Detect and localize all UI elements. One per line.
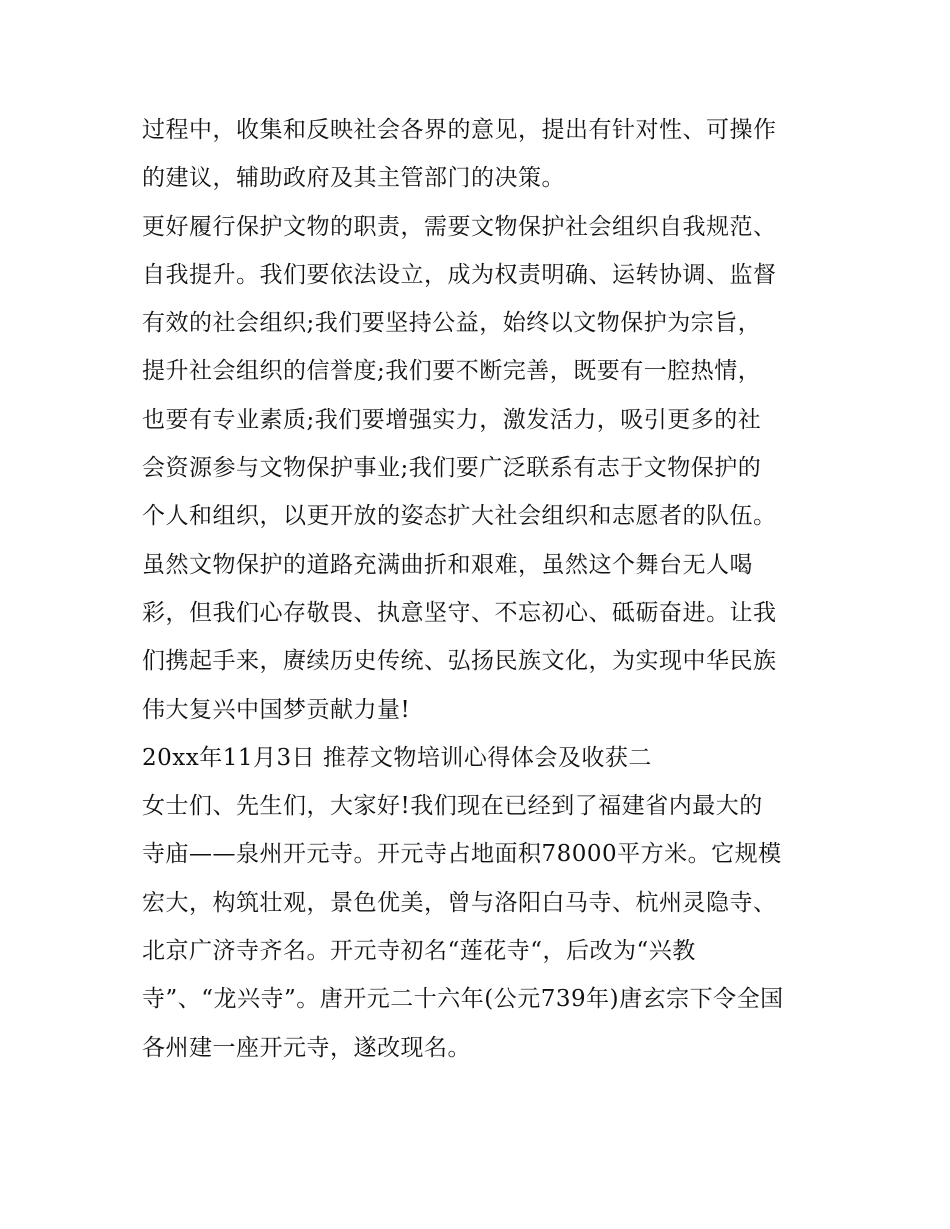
text-line: 寺庙——泉州开元寺。开元寺占地面积78000平方米。它规模 [142,841,782,868]
text-line: 更好履行保护文物的职责，需要文物保护社会组织自我规范、 [142,213,777,240]
section-heading: 20xx年11月3日 推荐文物培训心得体会及收获二 [142,744,652,771]
text-line: 们携起手来，赓续历史传统、弘扬民族文化，为实现中华民族 [142,648,777,675]
document-body [142,106,822,1072]
text-line: 宏大，构筑壮观，景色优美，曾与洛阳白马寺、杭州灵隐寺、 [142,889,777,916]
text-line: 各州建一座开元寺，遂改现名。 [142,1034,471,1061]
text-line: 也要有专业素质;我们要增强实力，激发活力，吸引更多的社 [142,406,762,433]
text-line: 寺”、“龙兴寺”。唐开元二十六年(公元739年)唐玄宗下令全国 [142,986,784,1013]
text-line: 提升社会组织的信誉度;我们要不断完善，既要有一腔热情， [142,358,762,385]
text-line: 彩，但我们心存敬畏、执意坚守、不忘初心、砥砺奋进。让我 [142,599,777,626]
text-line: 个人和组织，以更开放的姿态扩大社会组织和志愿者的队伍。 [142,503,777,530]
text-line: 有效的社会组织;我们要坚持公益，始终以文物保护为宗旨， [142,310,762,337]
text-line: 会资源参与文物保护事业;我们要广泛联系有志于文物保护的 [142,455,762,482]
text-line: 女士们、先生们，大家好!我们现在已经到了福建省内最大的 [142,793,763,820]
text-line: 自我提升。我们要依法设立，成为权责明确、运转协调、监督 [142,261,777,288]
text-line: 过程中，收集和反映社会各界的意见，提出有针对性、可操作 [142,117,777,143]
text-line: 的建议，辅助政府及其主管部门的决策。 [142,165,565,192]
text-line: 虽然文物保护的道路充满曲折和艰难，虽然这个舞台无人喝 [142,551,753,578]
text-line: 伟大复兴中国梦贡献力量! [142,696,411,723]
text-line: 北京广济寺齐名。开元寺初名“莲花寺“，后改为“兴教 [142,938,696,965]
